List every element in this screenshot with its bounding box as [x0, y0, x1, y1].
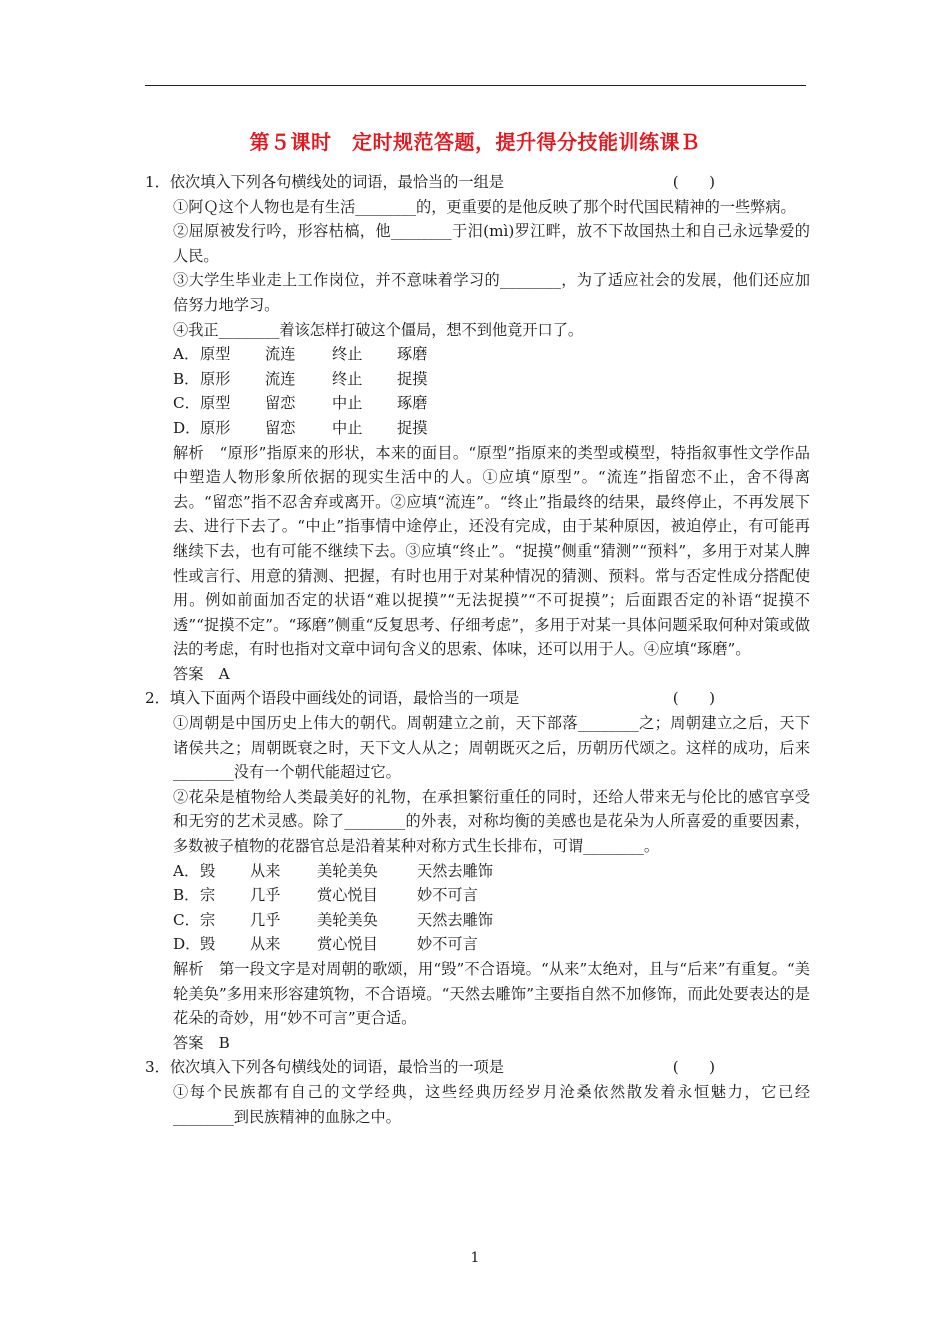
option-word: 留恋 [265, 394, 296, 413]
question-item: ①每个民族都有自己的文学经典，这些经典历经岁月沧桑依然散发着永恒魅力，它已经________到民族精神的血脉之中。 [173, 1082, 810, 1126]
option-word: 几乎 [250, 886, 281, 905]
option-word: 几乎 [250, 910, 281, 929]
option-letter: D． [173, 935, 201, 954]
option-word: 妙不可言 [417, 935, 478, 954]
option-word: 留恋 [265, 418, 296, 437]
question-item: ④我正________着该怎样打破这个僵局，想不到他竟开口了。 [173, 320, 584, 339]
answer-text: 答案 B [173, 1033, 230, 1052]
option-row [173, 367, 810, 392]
option-word: 原形 [200, 369, 231, 388]
option-word: 捉摸 [397, 369, 428, 388]
option-row [173, 391, 810, 416]
answer-text: 答案 A [173, 664, 230, 683]
option-letter: A． [173, 345, 200, 364]
option-word: 宗 [200, 886, 216, 905]
option-word: 流连 [265, 345, 296, 364]
answer-bracket: ( ) [672, 1058, 715, 1077]
option-word: 赏心悦目 [317, 886, 378, 905]
option-word: 捉摸 [397, 418, 428, 437]
analysis-text: 解析 “原形”指原来的形状，本来的面目。“原型”指原来的类型或模型，特指叙事性文学作品中塑造人物形象所依据的现实生活中的人。①应填“原型”。“流连”指留恋不止，舍不得离去。“留恋”指不忍舍弃或离开。②应填“流连”。“终止”指最终的结果，最终停止，不再发展下去、进行下去了。“中止”指事情中途停止，还没有完成，由于某种原因，被迫停止，有可能再继续下去，也有可能不继续下去。③应填“终止”。“捉摸”侧重“猜测”“预料”，多用于对某人脾性或言行、用意的猜测、把握，有时也用于对某种情况的猜测、预料。常与否定性成分搭配使用。例如前面加否定的状语“难以捉摸”“无法捉摸”“不可捉摸”；后面跟否定的补语“捉摸不透”“捉摸不定”。“琢磨”侧重“反复思考、仔细考虑”，多用于对某一具体问题采取何种对策或做法的考虑，有时也指对文章中词句含义的思索、体味，还可以用于人。④应填“琢磨”。 [173, 443, 810, 659]
answer-bracket: ( ) [672, 173, 715, 191]
question-item: ②花朵是植物给人类最美好的礼物，在承担繁衍重任的同时，还给人带来无与伦比的感官享受和无穷的艺术灵感。除了________的外表，对称均衡的美感也是花朵为人所喜爱的重要因素，多数被子植物的花器官总是沿着某种对称方式生长排布，可谓________。 [173, 787, 810, 856]
question-stem: 1．依次填入下列各句横线处的词语，最恰当的一组是 [145, 173, 504, 191]
option-word: 琢磨 [397, 345, 428, 364]
option-word: 中止 [332, 418, 363, 437]
option-word: 天然去雕饰 [417, 861, 493, 880]
option-row [173, 932, 810, 957]
header-rule [145, 85, 806, 86]
option-word: 中止 [332, 394, 363, 413]
option-word: 从来 [250, 935, 281, 954]
option-word: 毁 [200, 935, 216, 954]
option-word: 宗 [200, 910, 216, 929]
option-letter: B． [173, 886, 200, 905]
option-word: 天然去雕饰 [417, 910, 493, 929]
question-item: ①周朝是中国历史上伟大的朝代。周朝建立之前，天下部落________之；周朝建立之后，天下诸侯共之；周朝既衰之时，天下文人从之；周朝既灭之后，历朝历代颂之。这样的成功，后来________没有一个朝代能超过它。 [173, 714, 810, 782]
option-letter: B． [173, 369, 200, 388]
option-word: 原型 [200, 345, 231, 364]
analysis-text: 解析 第一段文字是对周朝的歌颂，用“毁”不合语境。“从来”太绝对，且与“后来”有重复。“美轮美奂”多用来形容建筑物，不合语境。“天然去雕饰”主要指自然不加修饰，而此处要表达的是花朵的奇妙，用“妙不可言”更合适。 [173, 960, 810, 1028]
option-word: 美轮美奂 [317, 910, 378, 929]
option-word: 流连 [265, 369, 296, 388]
option-letter: A． [173, 861, 200, 880]
option-row [173, 859, 810, 884]
page-number: 1 [470, 1250, 480, 1266]
option-word: 终止 [332, 345, 363, 364]
option-row [173, 908, 810, 933]
option-word: 毁 [200, 861, 216, 880]
question-item: ③大学生毕业走上工作岗位，并不意味着学习的________，为了适应社会的发展，他们还应加倍努力地学习。 [173, 271, 810, 314]
option-row [173, 416, 810, 441]
question-stem: 3．依次填入下列各句横线处的词语，最恰当的一项是 [145, 1058, 504, 1077]
option-row [173, 883, 810, 908]
question-3 [145, 1055, 810, 1129]
option-row [173, 342, 810, 367]
option-letter: C． [173, 394, 200, 413]
question-item: ①阿Ｑ这个人物也是有生活________的，更重要的是他反映了那个时代国民精神的一些弊病。 [173, 197, 796, 216]
option-word: 原型 [200, 394, 231, 413]
question-1 [145, 170, 810, 686]
answer-bracket: ( ) [672, 689, 715, 708]
document-body [145, 170, 810, 1129]
question-item: ②屈原被发行吟，形容枯槁，他________于汨(mì)罗江畔，放不下故国热土和自己永远挚爱的人民。 [173, 222, 810, 265]
question-stem: 2．填入下面两个语段中画线处的词语，最恰当的一项是 [145, 689, 520, 708]
option-word: 终止 [332, 369, 363, 388]
page-title: 第５课时 定时规范答题，提升得分技能训练课Ｂ [249, 130, 701, 154]
option-word: 美轮美奂 [317, 861, 378, 880]
option-word: 原形 [200, 418, 231, 437]
option-letter: D． [173, 418, 201, 437]
question-2 [145, 686, 810, 1055]
option-letter: C． [173, 910, 200, 929]
option-word: 妙不可言 [417, 886, 478, 905]
option-word: 赏心悦目 [317, 935, 378, 954]
option-word: 从来 [250, 861, 281, 880]
option-word: 琢磨 [397, 394, 428, 413]
